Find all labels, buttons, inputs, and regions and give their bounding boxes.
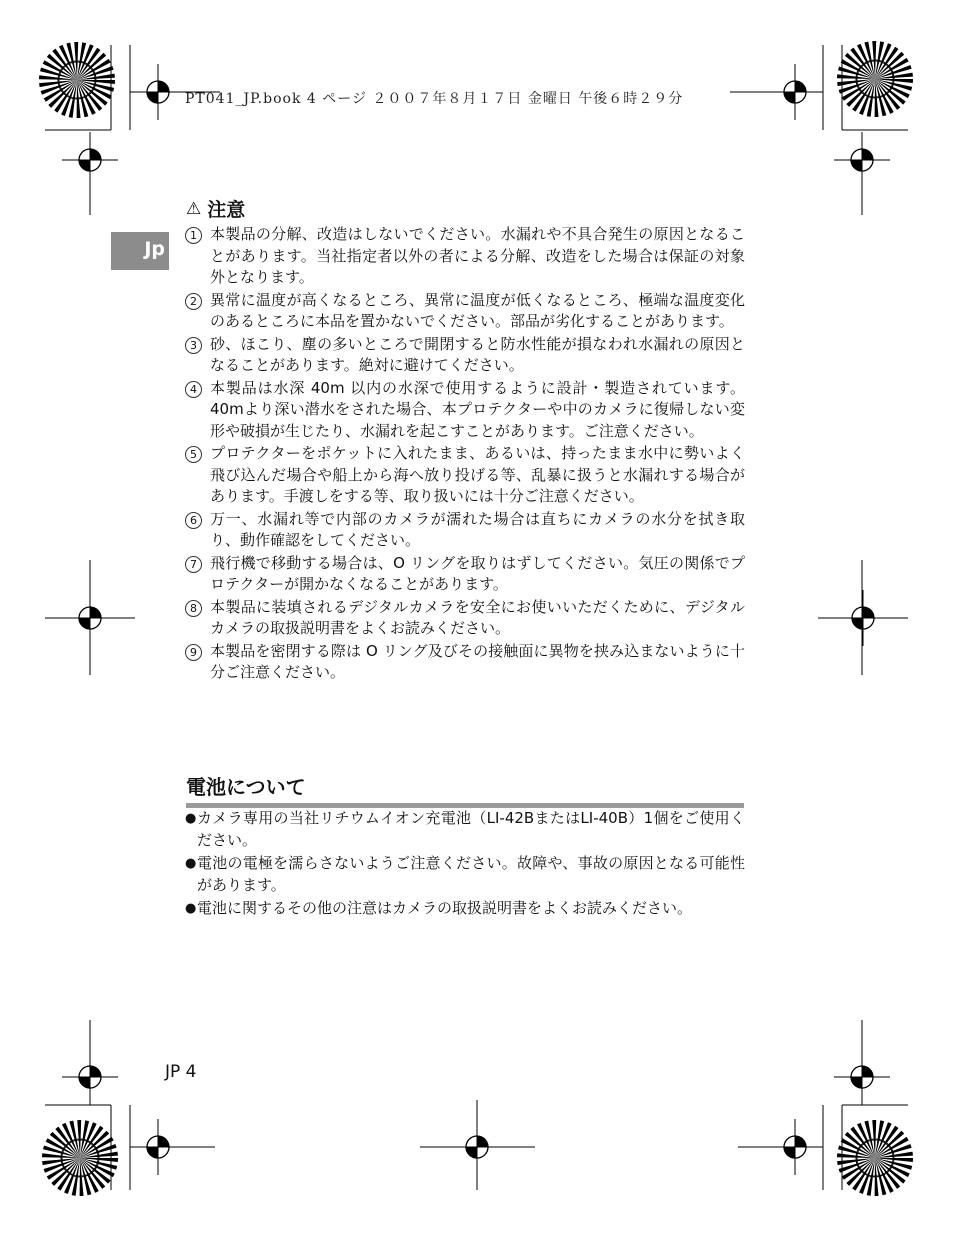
caution-list (185, 224, 745, 685)
book-file-info: PT041_JP.book 4 ページ ２００７年８月１７日 金曜日 午後６時２９分 (185, 91, 684, 107)
circled-number: 9 (185, 644, 202, 661)
caution-item (185, 378, 745, 443)
caution-text: 異常に温度が高くなるところ、異常に温度が低くなるところ、極端な温度変化のあるところに本品を置かないでください。部品が劣化することがあります。 (210, 290, 745, 330)
caution-item (185, 443, 745, 508)
caution-text: 万一、水漏れ等で内部のカメラが濡れた場合は直ちにカメラの水分を拭き取り、動作確認をしてください。 (210, 509, 745, 549)
battery-list (185, 808, 745, 922)
caution-text: 本製品の分解、改造はしないでください。水漏れや不具合発生の原因となることがあります。当社指定者以外の者による分解、改造をした場合は保証の対象外となります。 (210, 225, 745, 286)
bullet-icon: ● (185, 811, 197, 826)
caution-item (185, 224, 745, 289)
circled-number: 2 (185, 293, 202, 310)
caution-title: 注意 (207, 199, 246, 221)
caution-item (185, 509, 745, 552)
caution-heading (186, 195, 245, 222)
caution-text: 飛行機で移動する場合は、O リングを取りはずしてください。気圧の関係でプロテクターが開かなくなることがあります。 (210, 553, 745, 593)
battery-text: 電池に関するその他の注意はカメラの取扱説明書をよくお読みください。 (197, 899, 693, 917)
caution-text: プロテクターをポケットに入れたまま、あるいは、持ったまま水中に勢いよく飛び込んだ場合や船上から海へ放り投げる等、乱暴に扱うと水漏れする場合があります。手渡しをする等、取り扱いには十分ご注意ください。 (210, 444, 745, 505)
battery-heading: 電池について (186, 771, 744, 808)
caution-text: 本製品に装填されるデジタルカメラを安全にお使いいただくために、デジタルカメラの取扱説明書をよくお読みください。 (210, 597, 745, 637)
warning-icon: ⚠ (186, 198, 202, 219)
caution-text: 砂、ほこり、塵の多いところで開閉すると防水性能が損なわれ水漏れの原因となることがあります。絶対に避けてください。 (210, 334, 745, 374)
caution-text: 本製品を密閉する際は O リング及びその接触面に異物を挟み込まないように十分ご注意ください。 (210, 641, 745, 681)
caution-item (185, 641, 745, 684)
list-item (185, 853, 745, 896)
circled-number: 5 (185, 446, 202, 463)
circled-number: 8 (185, 600, 202, 617)
star-target-icon (61, 1139, 99, 1177)
caution-item (185, 290, 745, 333)
language-tab: Jp (111, 232, 169, 270)
circled-number: 6 (185, 512, 202, 529)
circled-number: 7 (185, 556, 202, 573)
circled-number: 4 (185, 381, 202, 398)
list-item (185, 898, 745, 920)
caution-text: 本製品は水深 40m 以内の水深で使用するように設計・製造されています。40mより深い潜水をされた場合、本プロテクターや中のカメラに復帰しない変形や破損が生じたり、水漏れを起こすことがあります。ご注意ください。 (210, 378, 745, 440)
page-number: JP 4 (165, 1062, 197, 1082)
caution-item (185, 553, 745, 596)
bullet-icon: ● (185, 856, 197, 871)
list-item (185, 808, 745, 851)
bullet-icon: ● (185, 901, 197, 916)
star-target-icon (58, 61, 96, 99)
star-target-icon (856, 1139, 894, 1177)
circled-number: 3 (185, 337, 202, 354)
star-target-icon (856, 60, 894, 98)
battery-text: カメラ専用の当社リチウムイオン充電池（LI-42BまたはLI-40B）1個をご使用ください。 (197, 809, 745, 849)
battery-text: 電池の電極を濡らさないようご注意ください。故障や、事故の原因となる可能性があります。 (197, 854, 745, 894)
caution-item (185, 597, 745, 640)
circled-number: 1 (185, 227, 202, 244)
caution-item (185, 334, 745, 377)
